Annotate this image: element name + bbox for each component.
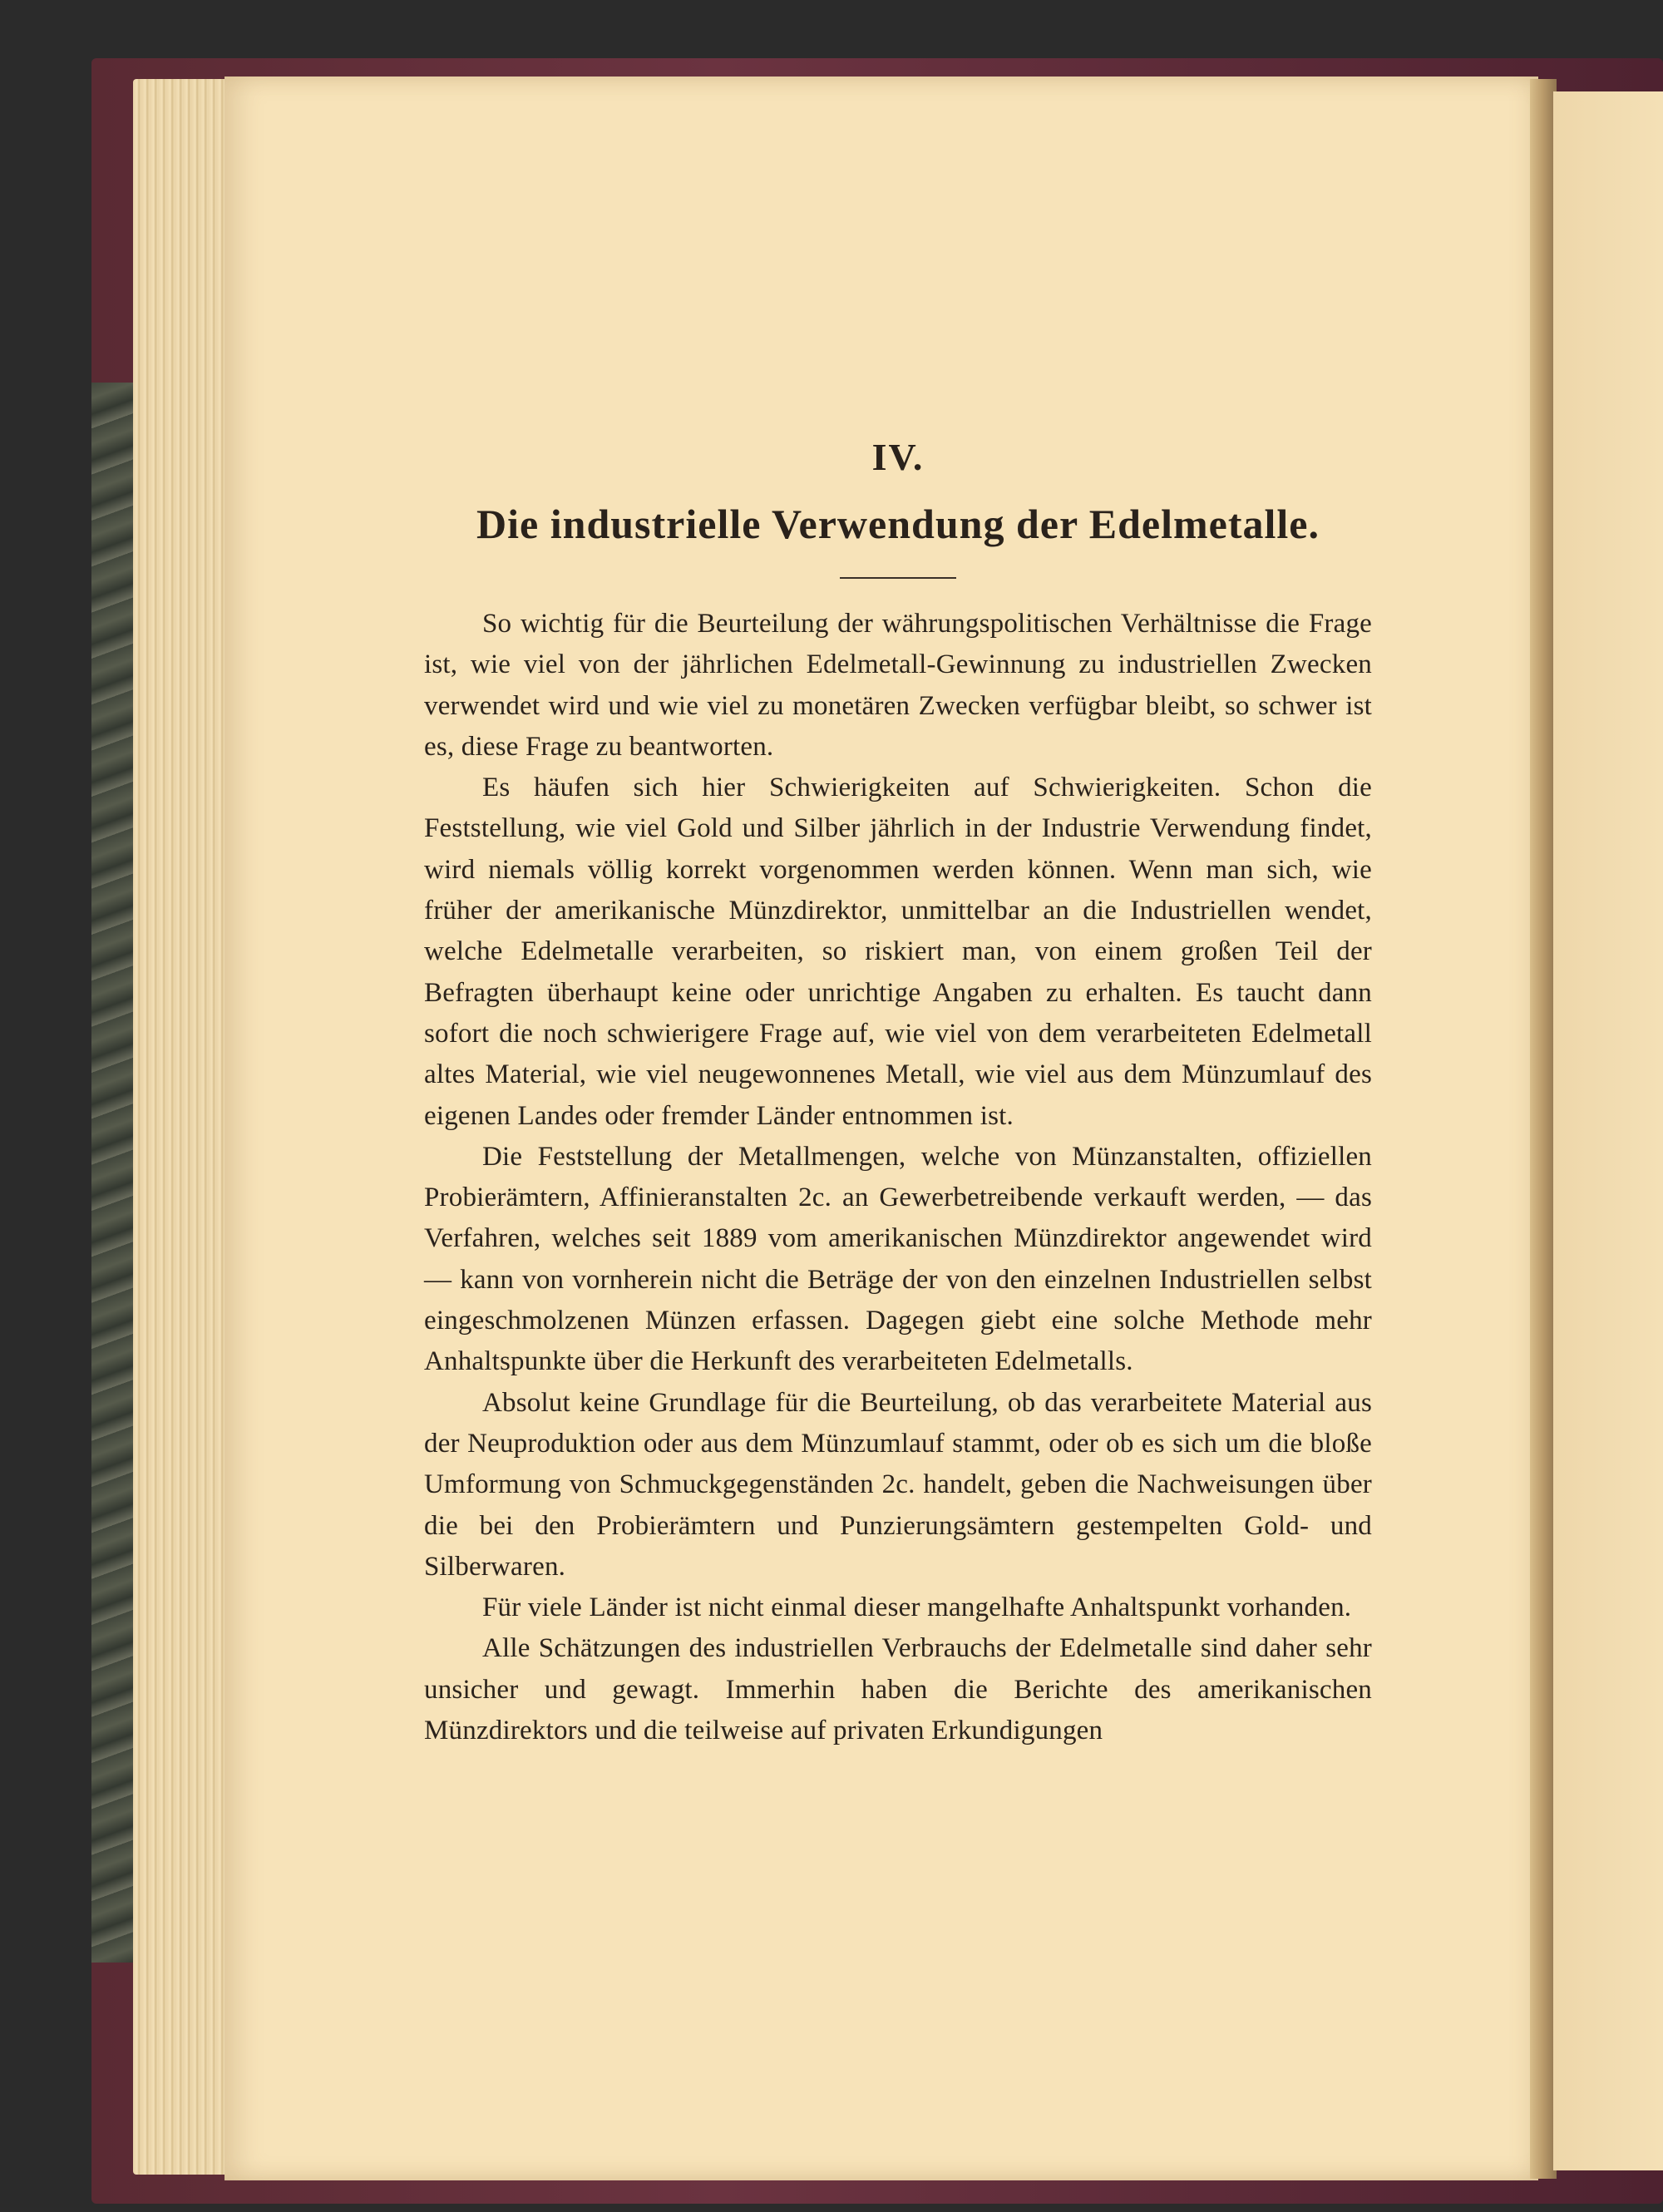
chapter-title: Die industrielle Verwendung der Edelmetalle. — [476, 501, 1320, 547]
paragraph: Es häufen sich hier Schwierigkeiten auf Schwierigkeiten. Schon die Feststellung, wie viel Gold und Silber jährlich in der Industrie Verwendung findet, wird niemals völlig korrekt vorgenommen werden können. Wenn man sich, wie früher der amerikanische Münzdirektor, unmittelbar an die Industriellen wendet, welche Edelmetalle verarbeiten, so riskiert man, von einem großen Teil der Befragten überhaupt keine oder unrichtige Angaben zu erhalten. Es taucht dann sofort die noch schwierigere Frage auf, wie viel von dem verarbeiteten Edelmetall altes Material, wie viel neugewonnenes Metall, wie viel aus dem Münzumlauf des eigenen Landes oder fremder Länder entnommen ist. — [424, 773, 1372, 1131]
title-rule — [840, 577, 956, 579]
facing-page-edge — [1553, 91, 1663, 2170]
paragraph: Alle Schätzungen des industriellen Verbrauchs der Edelmetalle sind daher sehr unsicher und gewagt. Immerhin haben die Berichte des amerikanischen Münzdirektors und die teilweise auf privaten Erkundigungen — [424, 1633, 1372, 1746]
paragraph: Für viele Länder ist nicht einmal dieser mangelhafte Anhaltspunkt vorhanden. — [482, 1592, 1352, 1623]
paragraph: Absolut keine Grundlage für die Beurteilung, ob das verarbeitete Material aus der Neuproduktion oder aus dem Münzumlauf stammt, oder ob es sich um die bloße Umformung von Schmuckgegenständen 2c. handelt, geben die Nachweisungen über die bei den Probierämtern und Punzierungsämtern gestempelten Gold- und Silberwaren. — [424, 1387, 1372, 1582]
paragraph: So wichtig für die Beurteilung der währungspolitischen Verhältnisse die Frage ist, wie viel von der jährlichen Edelmetall-Gewinnung zu industriellen Zwecken verwendet wird und wie viel zu monetären Zwecken verfügbar bleibt, so schwer ist es, diese Frage zu beantworten. — [424, 609, 1372, 762]
page-text — [424, 432, 1372, 1751]
chapter-number: IV. — [871, 436, 925, 478]
page-edges — [133, 79, 233, 2175]
paragraph: Die Feststellung der Metallmengen, welche von Münzanstalten, offiziellen Probierämtern, Affinieranstalten 2c. an Gewerbetreibende verkauft werden, — das Verfahren, welches seit 1889 vom amerikanischen Münzdirektor angewendet wird — kann von vornherein nicht die Beträge der von den einzelnen Industriellen selbst eingeschmolzenen Münzen erfassen. Dagegen giebt eine solche Methode mehr Anhaltspunkte über die Herkunft des verarbeiteten Edelmetalls. — [424, 1141, 1372, 1377]
